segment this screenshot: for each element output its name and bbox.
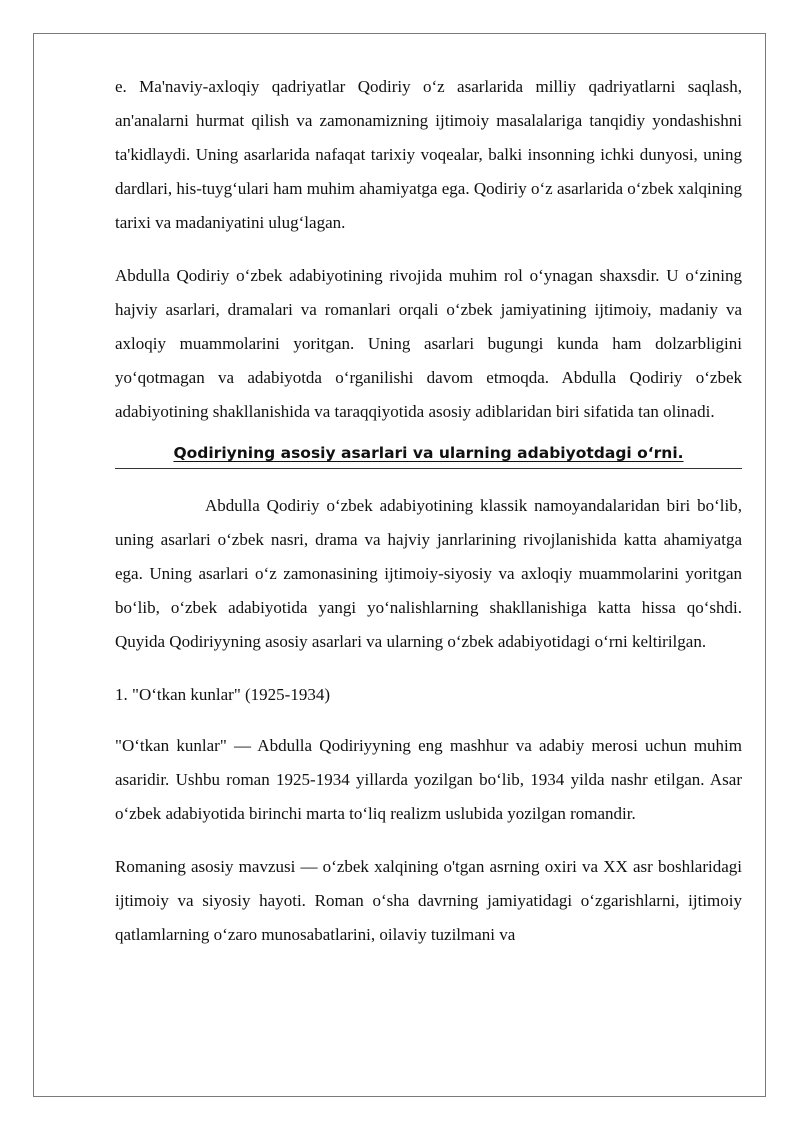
paragraph-novel-description: "O‘tkan kunlar" — Abdulla Qodiriyyning eng mashhur va adabiy merosi uchun muhim asaridir. Ushbu roman 1925-1934 yillarda yozilgan bo‘lib, 1934 yilda nashr etilgan. Asar o‘zbek adabiyotida birinchi marta to‘liq realizm uslubida yozilgan romandir. [115,736,742,823]
section-heading: Qodiriyning asosiy asarlari va ularning adabiyotdagi o‘rni. [173,444,684,462]
paragraph-moral-values: e. Ma'naviy-axloqiy qadriyatlar Qodiriy o‘z asarlarida milliy qadriyatlarni saqlash, an'analarni hurmat qilish va zamonamizning ijtimoiy masalalariga tanqidiy yondashishni ta'kidlaydi. Uning asarlarida nafaqat tarixiy voqealar, balki insonning ichki dunyosi, uning dardlari, his-tuyg‘ulari ham muhim ahamiyatga ega. Qodiriy o‘z asarlarida o‘zbek xalqining tarixi va madaniyatini ulug‘lagan. [115,77,742,232]
document-body [115,70,742,971]
paragraph-novel-theme: Romaning asosiy mavzusi — o‘zbek xalqining o'tgan asrning oxiri va XX asr boshlaridagi ijtimoiy va siyosiy hayoti. Roman o‘sha davrning jamiyatidagi o‘zgarishlarni, ijtimoiy qatlamlarning o‘zaro munosabatlarini, oilaviy tuzilmani va [115,857,742,944]
work-title: 1. "O‘tkan kunlar" (1925-1934) [115,685,330,704]
paragraph-qodiriy-role: Abdulla Qodiriy o‘zbek adabiyotining rivojida muhim rol o‘ynagan shaxsdir. U o‘zining hajviy asarlari, dramalari va romanlari orqali o‘zbek jamiyatining ijtimoiy, madaniy va axloqiy muammolarini yoritgan. Uning asarlari bugungi kunda ham dolzarbligini yo‘qotmagan va adabiyotda o‘rganilishi davom etmoqda. Abdulla Qodiriy o‘zbek adabiyotining shakllanishida va taraqqiyotida asosiy adiblaridan biri sifatida tan olinadi. [115,266,742,421]
paragraph-intro-works: Abdulla Qodiriy o‘zbek adabiyotining klassik namoyandalaridan biri bo‘lib, uning asarlari o‘zbek nasri, drama va hajviy janrlarining rivojlanishida katta ahamiyatga ega. Uning asarlari o‘z zamonasining ijtimoiy-siyosiy va axloqiy muammolarini yoritgan bo‘lib, o‘zbek adabiyotida yangi yo‘nalishlarning shakllanishiga katta hissa qo‘shdi. Quyida Qodiriyyning asosiy asarlari va ularning o‘zbek adabiyotidagi o‘rni keltirilgan. [115,496,742,651]
section-heading-rule [115,442,742,469]
